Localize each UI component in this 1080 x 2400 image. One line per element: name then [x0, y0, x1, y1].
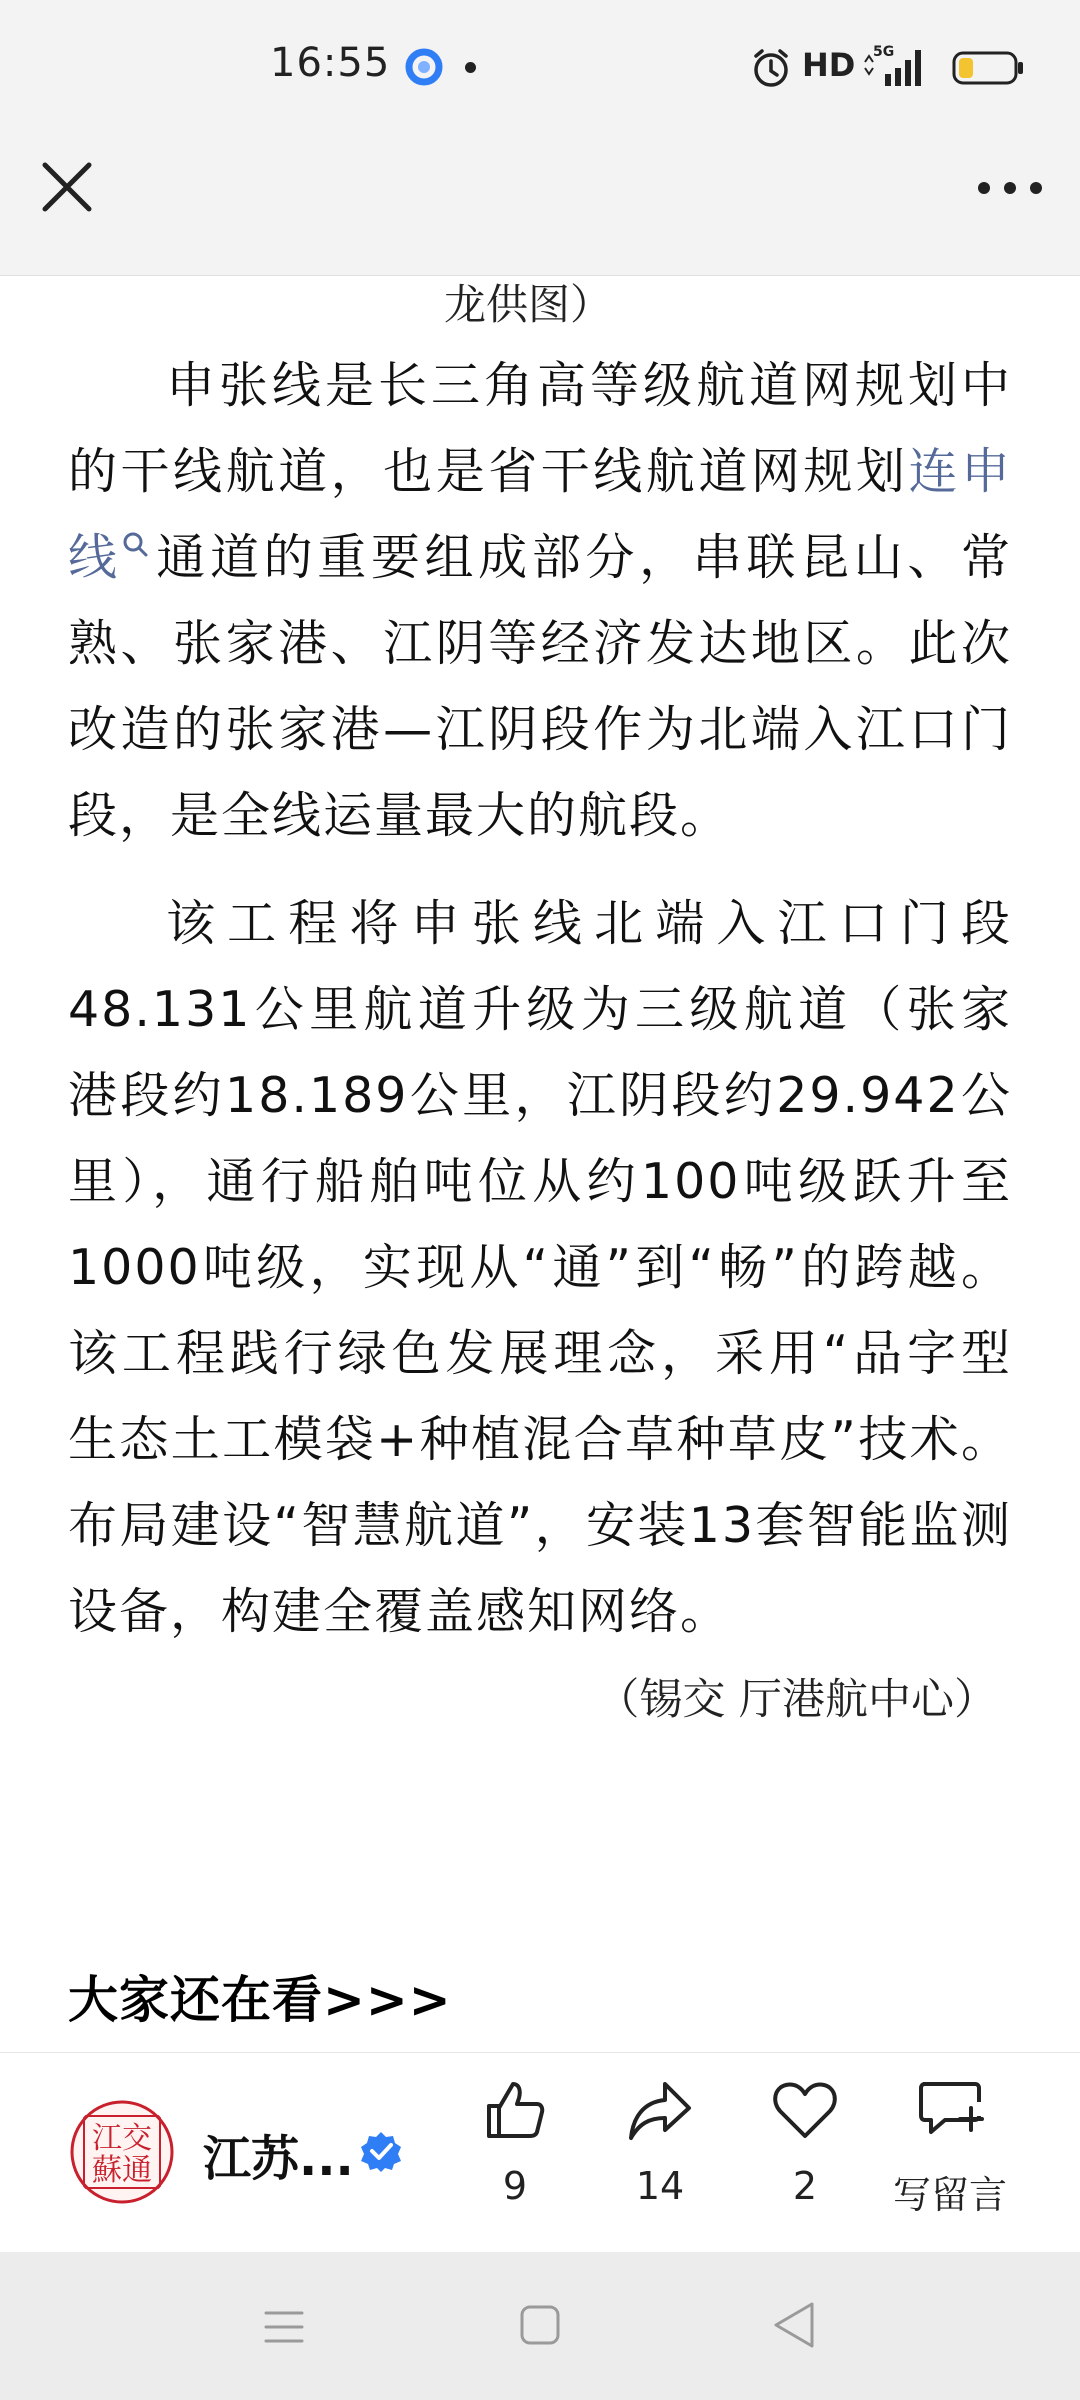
notification-dot-icon [465, 62, 476, 73]
avatar-seal-text: 江交 [92, 2121, 152, 2156]
search-icon[interactable] [122, 531, 148, 557]
signal-label: 5G [873, 44, 895, 60]
like-button[interactable] [445, 2078, 585, 2228]
battery-icon [952, 50, 1026, 86]
more-icon[interactable] [970, 160, 1050, 216]
favorite-count: 2 [792, 2164, 818, 2208]
status-bar [0, 0, 1080, 135]
status-time: 16:55 [270, 40, 391, 86]
heart-icon [772, 2078, 838, 2142]
top-nav-bar [0, 135, 1080, 276]
thumbs-up-icon [483, 2078, 547, 2142]
home-icon[interactable] [519, 2303, 561, 2347]
share-icon [627, 2078, 693, 2142]
favorite-button[interactable] [735, 2078, 875, 2228]
back-icon[interactable] [772, 2300, 816, 2350]
share-count: 14 [635, 2164, 685, 2208]
recent-apps-icon[interactable] [262, 2305, 306, 2349]
source-note: （锡交 厅港航中心） [596, 1675, 997, 1725]
write-comment-button[interactable] [880, 2078, 1020, 2228]
verified-icon [360, 2130, 402, 2172]
image-caption-tail: 龙供图） [443, 280, 612, 329]
svg-text:蘇通: 蘇通 [92, 2153, 152, 2188]
comment-add-icon [915, 2078, 985, 2142]
network-type-label: HD [802, 46, 856, 84]
status-icons [720, 0, 1080, 135]
share-button[interactable] [590, 2078, 730, 2228]
article-paragraph-1 [68, 343, 1012, 859]
article-body [68, 275, 1012, 1735]
account-avatar[interactable] [70, 2100, 174, 2204]
paragraph-1-start: 申张线是长三角高等级航道网规划中的干线航道，也是省干线航道网规划 [68, 357, 1012, 500]
related-articles-heading[interactable]: 大家还在看>>> [68, 1971, 452, 2029]
write-comment-label: 写留言 [892, 2173, 1007, 2217]
paragraph-1-end: 通道的重要组成部分，串联昆山、常熟、张家港、江阴等经济发达地区。此次改造的张家港—江阴段作为北端入江口门段，是全线运量最大的航段。 [68, 529, 1012, 844]
account-name[interactable]: 江苏... [203, 2131, 354, 2187]
alarm-icon [750, 47, 792, 89]
term-link-lianshen[interactable]: 连申线 [68, 443, 1012, 586]
signal-icon [863, 42, 933, 88]
like-count: 9 [502, 2164, 528, 2208]
article-paragraph-2: 该工程将申张线北端入江口门段48.131公里航道升级为三级航道（张家港段约18.189公里，江阴段约29.942公里），通行船舶吨位从约100吨级跃升至1000吨级，实现从“通”到“畅”的跨越。该工程践行绿色发展理念，采用“品字型生态土工模袋+种植混合草种草皮”技术。布局建设“智慧航道”，安装13套智能监测设备，构建全覆盖感知网络。 [68, 895, 1012, 1640]
app-browser-icon [405, 48, 443, 86]
close-icon[interactable] [35, 155, 99, 219]
